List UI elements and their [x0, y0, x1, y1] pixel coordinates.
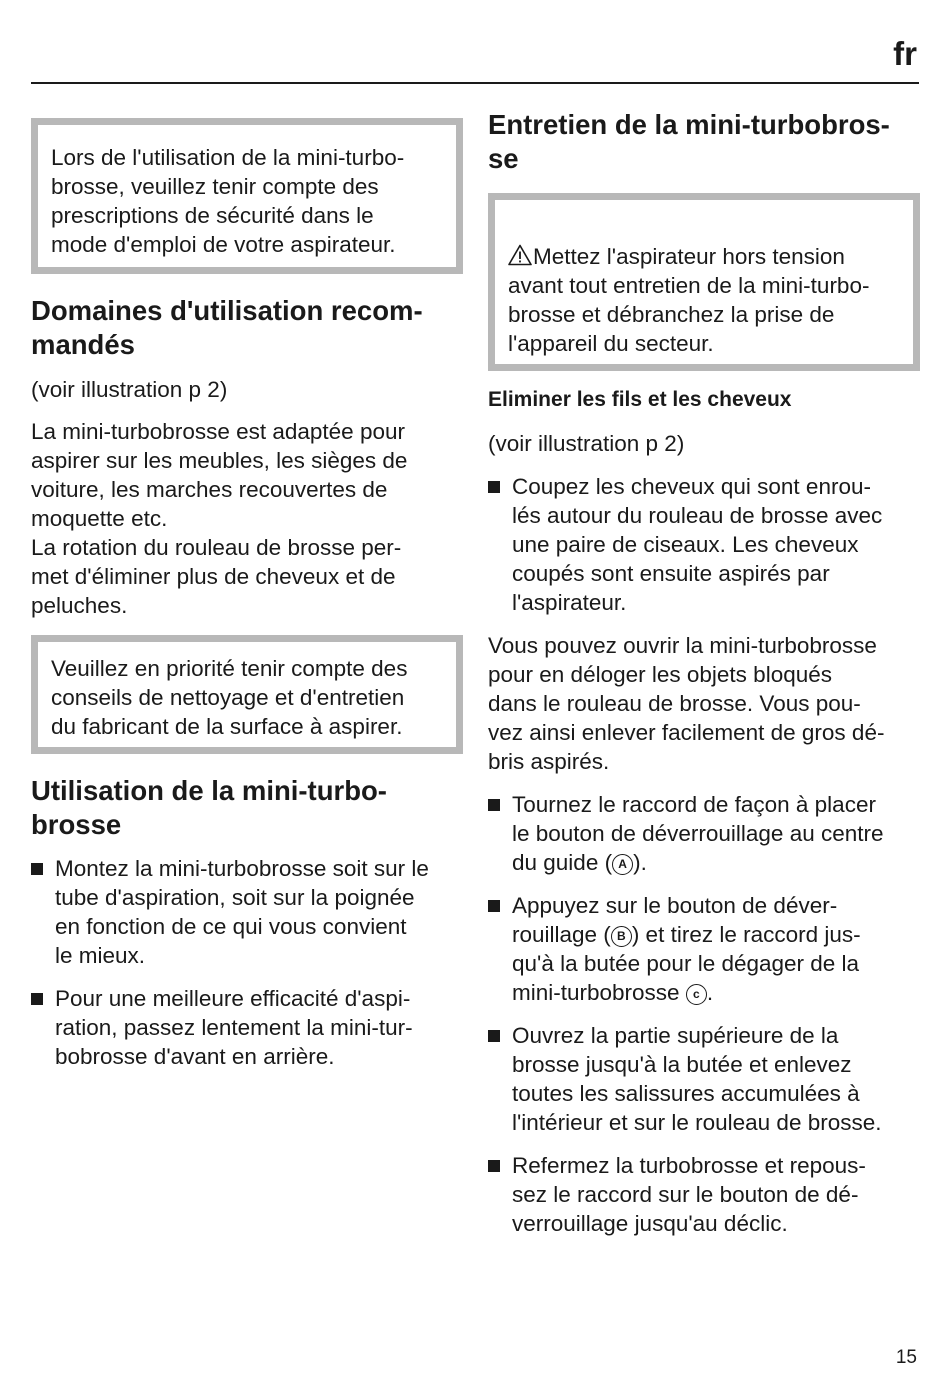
list-item	[488, 891, 920, 1007]
usage-bullet-list	[31, 854, 463, 1071]
warning-text: Mettez l'aspirateur hors tension avant tout entretien de la mini-turbo- brosse et débranchez la prise de l'appareil du secteur.	[508, 244, 870, 356]
header-rule	[31, 82, 919, 84]
marker-b-icon: B	[611, 926, 632, 947]
list-item-text: Tournez le raccord de façon à placer le bouton de déverrouillage au centre du guide (	[512, 792, 884, 875]
surface-note-box	[31, 635, 463, 754]
list-item	[488, 790, 920, 877]
illustration-ref: (voir illustration p 2)	[31, 377, 228, 402]
bullet-square-icon	[488, 481, 500, 493]
maintenance-steps-list	[488, 790, 920, 1238]
list-item-text: Coupez les cheveux qui sont enrou- lés autour du rouleau de brosse avec une paire de ciseaux. Les cheveux coupés sont ensuite aspirés par l'aspirateur.	[512, 474, 883, 615]
cutting-bullet-list	[488, 472, 920, 617]
page-number: 15	[895, 1347, 917, 1368]
section-heading-entretien: Entretien de la mini-turbobros- se	[488, 109, 890, 174]
marker-a-icon: A	[612, 854, 633, 875]
list-item	[31, 854, 463, 970]
bullet-square-icon	[488, 900, 500, 912]
list-item	[488, 1151, 920, 1238]
subheading-fils-cheveux: Eliminer les fils et les cheveux	[488, 388, 792, 411]
bullet-square-icon	[488, 1030, 500, 1042]
section-heading-utilisation: Utilisation de la mini-turbo- brosse	[31, 775, 387, 840]
list-item-text: .	[706, 980, 714, 1005]
bullet-square-icon	[488, 799, 500, 811]
list-item	[488, 1021, 920, 1137]
usage-paragraph: La mini-turbobrosse est adaptée pour aspirer sur les meubles, les sièges de voiture, les marches recouvertes de moquette etc. La rotation du rouleau de brosse per- met d'éliminer plus de cheveux et de peluches.	[31, 419, 408, 618]
list-item	[488, 472, 920, 617]
warning-triangle-icon	[508, 244, 532, 266]
list-item-text: Ouvrez la partie supérieure de la brosse jusqu'à la butée et enlevez toutes les salissures accumulées à l'intérieur et sur le rouleau de brosse.	[512, 1023, 882, 1135]
list-item-text: Pour une meilleure efficacité d'aspi- ration, passez lentement la mini-tur- bobrosse d'avant en arrière.	[55, 986, 413, 1069]
warning-box	[488, 193, 920, 371]
list-item-text: ) et tirez le raccord jus- qu'à la butée pour le dégager de la mini-turbobrosse	[512, 922, 861, 1005]
bullet-square-icon	[31, 863, 43, 875]
list-item	[31, 984, 463, 1071]
list-item-text: ).	[633, 850, 647, 875]
illustration-ref: (voir illustration p 2)	[488, 431, 685, 456]
safety-note-text: Lors de l'utilisation de la mini-turbo- brosse, veuillez tenir compte des prescriptions de sécurité dans le mode d'emploi de votre aspirateur.	[51, 145, 405, 257]
left-column	[31, 118, 463, 1071]
list-item-text: Montez la mini-turbobrosse soit sur le tube d'aspiration, soit sur la poignée en fonction de ce qui vous convient le mieux.	[55, 856, 429, 968]
marker-c-icon: c	[686, 984, 707, 1005]
warning-text-block	[508, 213, 900, 358]
bullet-square-icon	[488, 1160, 500, 1172]
right-column	[488, 108, 920, 1238]
bullet-square-icon	[31, 993, 43, 1005]
list-item-text: Refermez la turbobrosse et repous- sez le raccord sur le bouton de dé- verrouillage jusqu'au déclic.	[512, 1153, 866, 1236]
language-indicator: fr	[893, 35, 917, 72]
list-item-text: Appuyez sur le bouton de déver- rouillage (	[512, 893, 838, 947]
opening-paragraph: Vous pouvez ouvrir la mini-turbobrosse pour en déloger les objets bloqués dans le rouleau de brosse. Vous pou- vez ainsi enlever facilement de gros dé- bris aspirés.	[488, 633, 885, 774]
section-heading-domaines: Domaines d'utilisation recom- mandés	[31, 295, 423, 360]
surface-note-text: Veuillez en priorité tenir compte des conseils de nettoyage et d'entretien du fabricant de la surface à aspirer.	[51, 656, 408, 739]
safety-note-box	[31, 118, 463, 274]
